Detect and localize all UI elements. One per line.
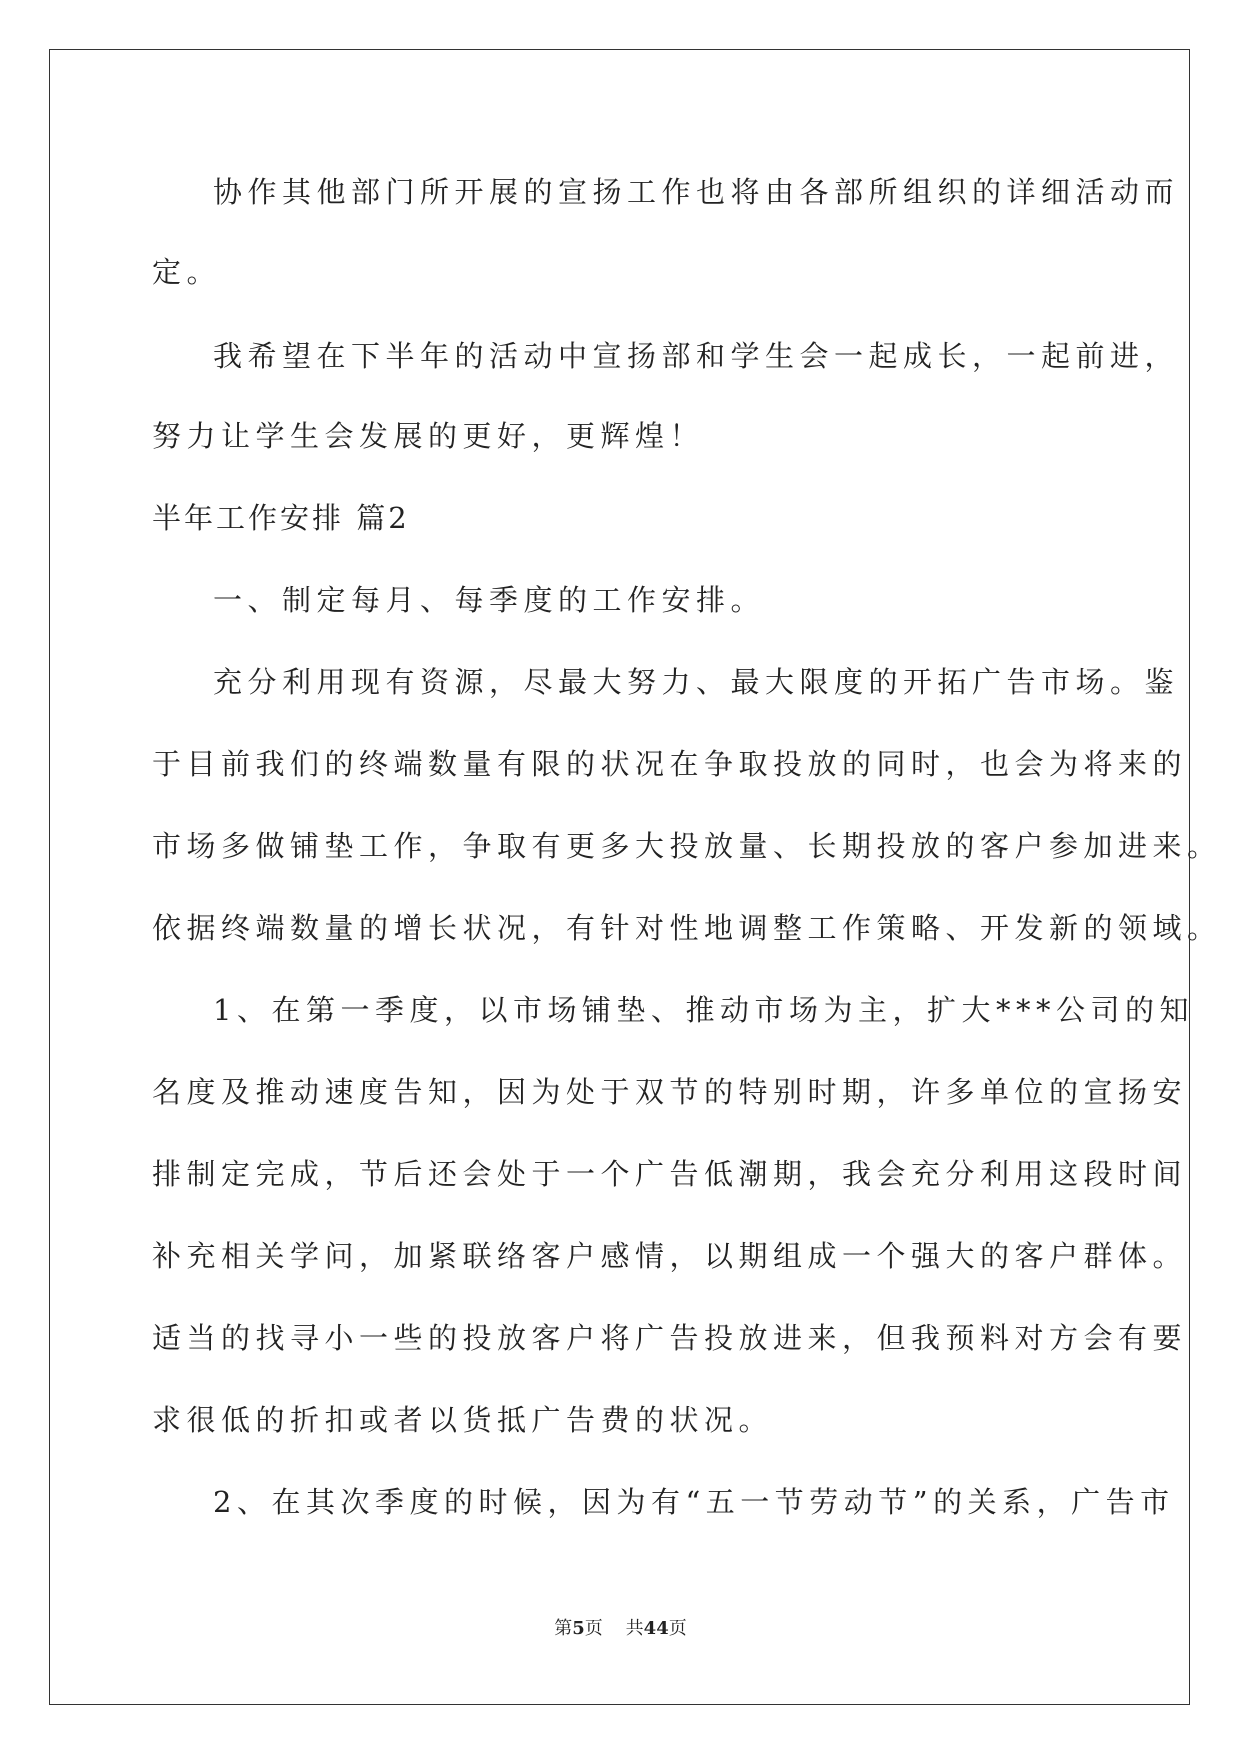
paragraph-line: 市场多做铺垫工作，争取有更多大投放量、长期投放的客户参加进来。 [152,829,1222,863]
footer-total-prefix: 共 [625,1618,644,1639]
paragraph-line: 求很低的折扣或者以货抵广告费的状况。 [152,1403,774,1437]
paragraph-line: 适当的找寻小一些的投放客户将广告投放进来，但我预料对方会有要 [152,1321,1188,1355]
section-heading: 半年工作安排 篇2 [152,501,410,535]
footer-total-suffix: 页 [668,1618,687,1639]
paragraph-line: 2、在其次季度的时候，因为有“五一节劳动节”的关系，广告市 [213,1485,1175,1519]
page-footer [0,1618,1241,1640]
paragraph-line: 1、在第一季度，以市场铺垫、推动市场为主，扩大***公司的知 [213,993,1194,1027]
paragraph-line: 充分利用现有资源，尽最大努力、最大限度的开拓广告市场。鉴 [213,665,1180,699]
section-title: 一、制定每月、每季度的工作安排。 [213,583,766,617]
paragraph-line: 排制定完成，节后还会处于一个广告低潮期，我会充分利用这段时间 [152,1157,1188,1191]
paragraph-line: 努力让学生会发展的更好，更辉煌！ [152,419,705,453]
total-pages: 44 [643,1618,669,1639]
paragraph-line: 于目前我们的终端数量有限的状况在争取投放的同时，也会为将来的 [152,747,1188,781]
paragraph-line: 依据终端数量的增长状况，有针对性地调整工作策略、开发新的领域。 [152,911,1222,945]
paragraph-line: 协作其他部门所开展的宣扬工作也将由各部所组织的详细活动而 [213,175,1180,209]
paragraph-line: 名度及推动速度告知，因为处于双节的特别时期，许多单位的宣扬安 [152,1075,1188,1109]
page-border [49,49,1190,1705]
page-number: 5 [572,1618,585,1639]
paragraph-line: 定。 [152,255,222,289]
paragraph-line: 补充相关学问，加紧联络客户感情，以期组成一个强大的客户群体。 [152,1239,1188,1273]
footer-page-suffix: 页 [584,1618,603,1639]
paragraph-line: 我希望在下半年的活动中宣扬部和学生会一起成长，一起前进， [213,339,1180,373]
footer-prefix: 第 [554,1618,573,1639]
